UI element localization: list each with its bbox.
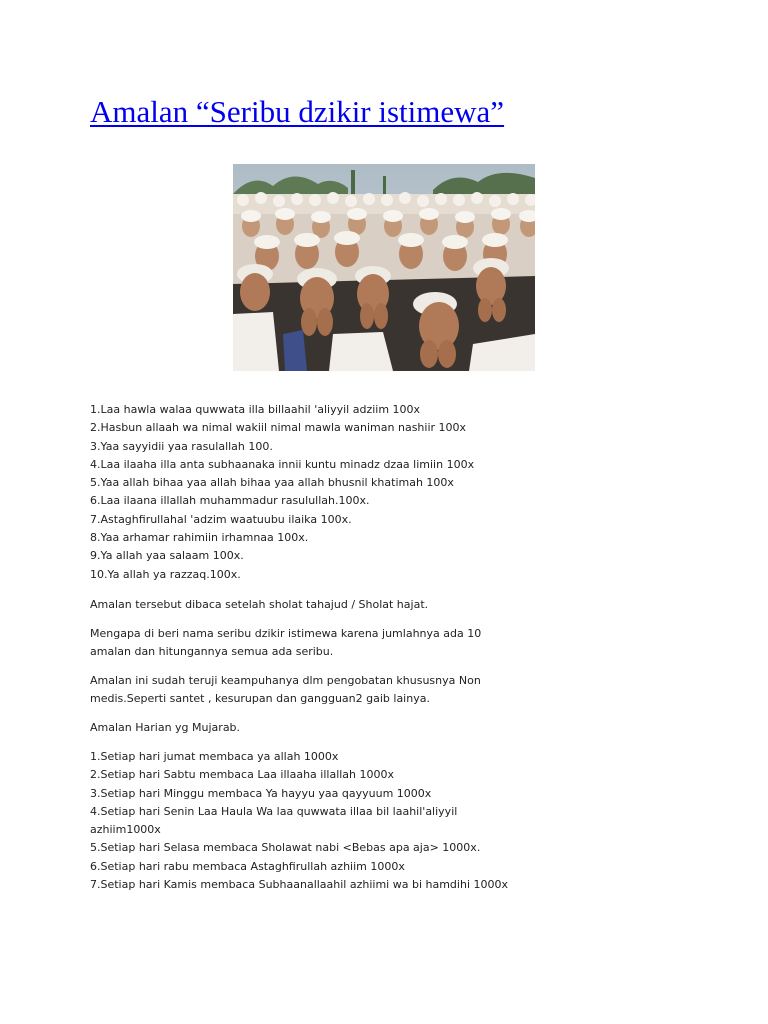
paragraph-3 — [90, 672, 510, 709]
list-item: 6.Setiap hari rabu membaca Astaghfirullah azhiim 1000x — [90, 859, 405, 873]
section-heading: Amalan Harian yg Mujarab. — [90, 721, 241, 734]
list-item: 4.Laa ilaaha illa anta subhaanaka innii kuntu minadz dzaa limiin 100x — [90, 457, 475, 471]
list-item: 9.Ya allah yaa salaam 100x. — [90, 549, 244, 563]
dzikir-list-2 — [90, 748, 510, 894]
list-item: 1.Setiap hari jumat membaca ya allah 1000x — [90, 750, 339, 763]
list-item: 8.Yaa arhamar rahimiin irhamnaa 100x. — [90, 531, 309, 545]
paragraph-text: Amalan ini sudah teruji keampuhanya dlm pengobatan khususnya Non medis.Seperti santet , kesurupan dan gangguan2 gaib lainya. — [90, 674, 481, 706]
list-item: 2.Hasbun allaah wa nimal wakiil nimal mawla waniman nashiir 100x — [90, 421, 467, 435]
list-item: 3.Setiap hari Minggu membaca Ya hayyu yaa qayyuum 1000x — [90, 786, 432, 800]
list-item: 4.Setiap hari Senin Laa Haula Wa laa quwwata illaa bil laahil'aliyyil azhiim1000x — [90, 804, 458, 837]
list-item: 7.Setiap hari Kamis membaca Subhaanallaahil azhiimi wa bi hamdihi 1000x — [90, 878, 508, 892]
list-item: 6.Laa ilaana illallah muhammadur rasulullah.100x. — [90, 494, 370, 508]
list-item: 5.Setiap hari Selasa membaca Sholawat nabi <Bebas apa aja> 1000x. — [90, 841, 481, 855]
list-item: 1.Laa hawla walaa quwwata illa billaahil 'aliyyil adziim 100x — [90, 403, 421, 416]
list-item: 5.Yaa allah bihaa yaa allah bihaa yaa allah bhusnil khatimah 100x — [90, 476, 454, 490]
list-item: 10.Ya allah ya razzaq.100x. — [90, 567, 241, 581]
article-title-link[interactable]: Amalan “Seribu dzikir istimewa” — [90, 94, 505, 129]
paragraph-text: Amalan tersebut dibaca setelah sholat tahajud / Sholat hajat. — [90, 598, 429, 611]
list-item: 3.Yaa sayyidii yaa rasulallah 100. — [90, 439, 273, 453]
list-item: 7.Astaghfirullahal 'adzim waatuubu ilaika 100x. — [90, 512, 352, 526]
crowd-praying-photo — [233, 164, 535, 371]
dzikir-list-1 — [90, 401, 510, 584]
paragraph-4 — [90, 719, 510, 737]
list-item: 2.Setiap hari Sabtu membaca Laa illaaha illallah 1000x — [90, 768, 395, 782]
paragraph-2 — [90, 625, 510, 662]
paragraph-text: Mengapa di beri nama seribu dzikir istimewa karena jumlahnya ada 10 amalan dan hitungannya semua ada seribu. — [90, 627, 482, 659]
paragraph-1 — [90, 596, 510, 614]
